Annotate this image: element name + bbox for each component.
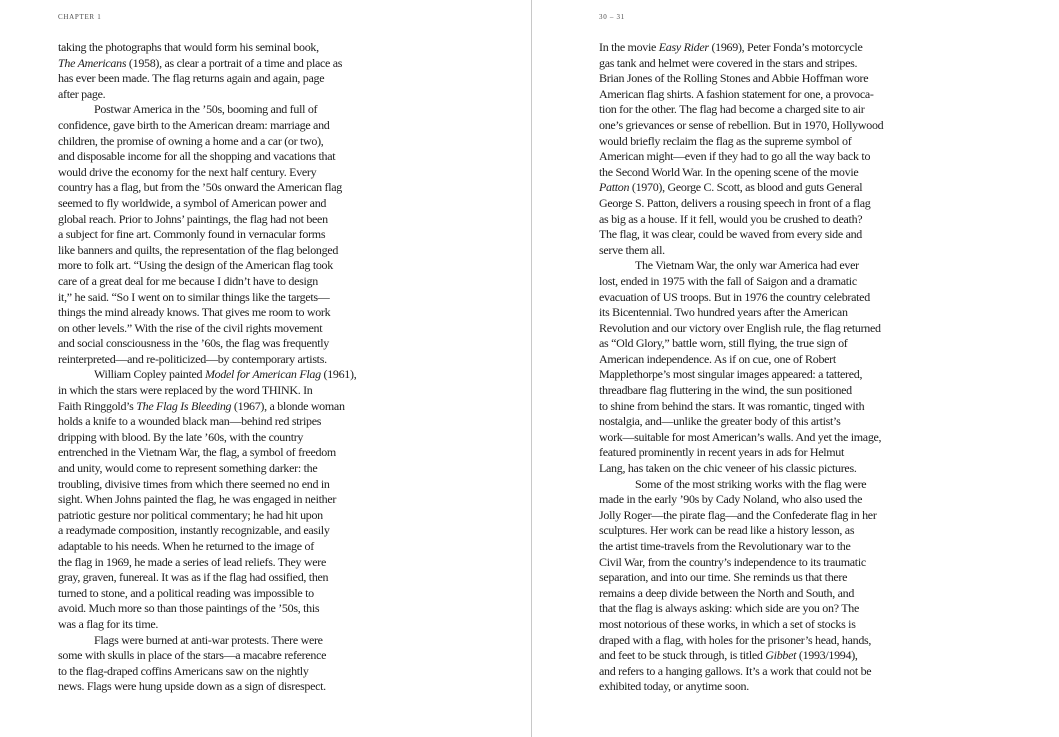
text-line: one’s grievances or sense of rebellion. But in 1970, Hollywood	[599, 117, 884, 132]
text-line: some with skulls in place of the stars—a macabre reference	[58, 648, 327, 663]
text-line: and social consciousness in the ’60s, the flag was frequently	[58, 336, 329, 351]
text-line: the flag in 1969, he made a series of lead reliefs. They were	[58, 554, 327, 569]
text-line: confidence, gave birth to the American dream: marriage and	[58, 117, 330, 132]
text-line: gas tank and helmet were covered in the stars and stripes.	[599, 55, 858, 70]
text-line: to the flag-draped coffins Americans saw on the nightly	[58, 663, 309, 678]
text-line: dripping with blood. By the late ’60s, with the country	[58, 429, 304, 444]
text-line: would briefly reclaim the flag as the supreme symbol of	[599, 133, 852, 148]
text-line: Some of the most striking works with the flag were	[635, 476, 867, 491]
text-line: and feet to be stuck through, is titled Gibbet (1993/1994),	[599, 648, 858, 663]
text-line: Jolly Roger—the pirate flag—and the Confederate flag in her	[599, 507, 877, 522]
text-line: entrenched in the Vietnam War, the flag, a symbol of freedom	[58, 445, 336, 460]
paragraph	[58, 102, 398, 367]
text-line: Faith Ringgold’s The Flag Is Bleeding (1967), a blonde woman	[58, 398, 345, 413]
text-line: work—suitable for most American’s walls. And yet the image,	[599, 429, 882, 444]
running-head-folio: 30 – 31	[599, 13, 625, 21]
text-line: Revolution and our victory over English rule, the flag returned	[599, 320, 881, 335]
text-line: adaptable to his needs. When he returned to the image of	[58, 539, 314, 553]
text-line: it,” he said. “So I went on to similar things like the targets—	[58, 289, 330, 304]
text-line: a readymade composition, instantly recognizable, and easily	[58, 523, 330, 538]
text-line: sculptures. Her work can be read like a history lesson, as	[599, 523, 855, 538]
text-line: global reach. Prior to Johns’ paintings, the flag had not been	[58, 211, 328, 226]
text-line: and disposable income for all the shopping and vacations that	[58, 149, 336, 164]
text-line: taking the photographs that would form his seminal book,	[58, 40, 319, 54]
text-line: as big as a house. If it fell, would you be crushed to death?	[599, 211, 863, 226]
text-line: like banners and quilts, the representation of the flag belonged	[58, 242, 339, 257]
gutter-line	[531, 0, 532, 737]
text-line: in which the stars were replaced by the word THINK. In	[58, 383, 313, 398]
text-line: to shine from behind the stars. It was romantic, tinged with	[599, 398, 865, 413]
text-line: care of a great deal for me because I didn’t have to design	[58, 273, 318, 288]
text-line: lost, ended in 1975 with the fall of Saigon and a dramatic	[599, 273, 857, 288]
text-line: draped with a flag, with holes for the prisoner’s head, hands,	[599, 632, 872, 647]
text-line: children, the promise of owning a home and a car (or two),	[58, 133, 324, 148]
text-line: holds a knife to a wounded black man—behind red stripes	[58, 414, 322, 429]
text-line: gray, graven, funereal. It was as if the flag had ossified, then	[58, 570, 329, 585]
text-line: The flag, it was clear, could be waved from every side and	[599, 227, 863, 242]
paragraph	[58, 367, 398, 632]
text-line: Civil War, from the country’s independence to its traumatic	[599, 554, 866, 569]
text-line: most notorious of these works, in which a set of stocks is	[599, 616, 856, 631]
text-line: the Second World War. In the opening scene of the movie	[599, 164, 859, 179]
text-line: things the mind already knows. That gives me room to work	[58, 305, 331, 320]
text-line: In the movie Easy Rider (1969), Peter Fonda’s motorcycle	[599, 40, 863, 54]
text-line: the artist time-travels from the Revolutionary war to the	[599, 539, 851, 553]
text-line: Brian Jones of the Rolling Stones and Abbie Hoffman wore	[599, 71, 869, 86]
text-line: nostalgia, and—unlike the greater body of this artist’s	[599, 414, 841, 429]
text-line: seemed to fly worldwide, a symbol of American power and	[58, 195, 327, 210]
paragraph	[58, 40, 398, 102]
page-body-right	[599, 40, 939, 695]
text-line: its Bicentennial. Two hundred years after the American	[599, 305, 848, 320]
text-line: Flags were burned at anti-war protests. There were	[94, 632, 323, 647]
text-line: sight. When Johns painted the flag, he was engaged in neither	[58, 492, 337, 507]
text-line: threadbare flag fluttering in the wind, the sun positioned	[599, 383, 852, 398]
text-line: evacuation of US troops. But in 1976 the country celebrated	[599, 289, 870, 304]
text-line: Patton (1970), George C. Scott, as blood and guts General	[599, 180, 863, 195]
text-line: The Americans (1958), as clear a portrait of a time and place as	[58, 55, 343, 70]
paragraph	[599, 40, 939, 258]
text-line: a subject for fine art. Commonly found in vernacular forms	[58, 227, 326, 242]
paragraph	[599, 477, 939, 695]
text-line: turned to stone, and a political reading was impossible to	[58, 585, 314, 600]
text-line: avoid. Much more so than those paintings of the ’50s, this	[58, 601, 320, 616]
text-line: Lang, has taken on the chic veneer of his classic pictures.	[599, 461, 857, 476]
text-line: Postwar America in the ’50s, booming and full of	[94, 102, 318, 117]
text-line: on other levels.” With the rise of the civil rights movement	[58, 320, 323, 335]
text-line: separation, and into our time. She reminds us that there	[599, 570, 848, 585]
text-line: tion for the other. The flag had become a charged site to air	[599, 102, 865, 117]
text-line: reinterpreted—and re-politicized—by contemporary artists.	[58, 351, 327, 366]
text-line: Mapplethorpe’s most singular images appeared: a tattered,	[599, 367, 863, 382]
text-line: has ever been made. The flag returns again and again, page	[58, 71, 325, 86]
text-line: serve them all.	[599, 242, 665, 257]
text-line: William Copley painted Model for American Flag (1961),	[94, 367, 357, 382]
text-line: after page.	[58, 86, 106, 101]
text-line: was a flag for its time.	[58, 616, 159, 631]
text-line: would drive the economy for the next half century. Every	[58, 164, 317, 179]
paragraph	[58, 633, 398, 695]
text-line: American might—even if they had to go all the way back to	[599, 149, 871, 164]
text-line: made in the early ’90s by Cady Noland, who also used the	[599, 492, 863, 507]
text-line: troubling, divisive times from which there seemed no end in	[58, 476, 330, 491]
text-line: featured prominently in recent years in ads for Helmut	[599, 445, 845, 460]
running-head-chapter: CHAPTER 1	[58, 13, 102, 21]
text-line: American independence. As if on cue, one of Robert	[599, 351, 836, 366]
text-line: and refers to a hanging gallows. It’s a work that could not be	[599, 663, 872, 678]
text-line: more to folk art. “Using the design of the American flag took	[58, 258, 333, 273]
text-line: that the flag is always asking: which side are you on? The	[599, 601, 859, 616]
text-line: American flag shirts. A fashion statement for one, a provoca-	[599, 86, 874, 101]
text-line: exhibited today, or anytime soon.	[599, 679, 749, 694]
text-line: and unity, would come to represent something darker: the	[58, 461, 318, 476]
text-line: country has a flag, but from the ’50s onward the American flag	[58, 180, 342, 195]
paragraph	[599, 258, 939, 476]
text-line: The Vietnam War, the only war America had ever	[635, 258, 859, 273]
page-body-left	[58, 40, 398, 695]
text-line: news. Flags were hung upside down as a sign of disrespect.	[58, 679, 326, 694]
text-line: George S. Patton, delivers a rousing speech in front of a flag	[599, 195, 871, 210]
text-line: remains a deep divide between the North and South, and	[599, 585, 855, 600]
text-line: as “Old Glory,” battle worn, still flying, the true sign of	[599, 336, 848, 351]
text-line: patriotic gesture nor political commentary; he had hit upon	[58, 507, 323, 522]
